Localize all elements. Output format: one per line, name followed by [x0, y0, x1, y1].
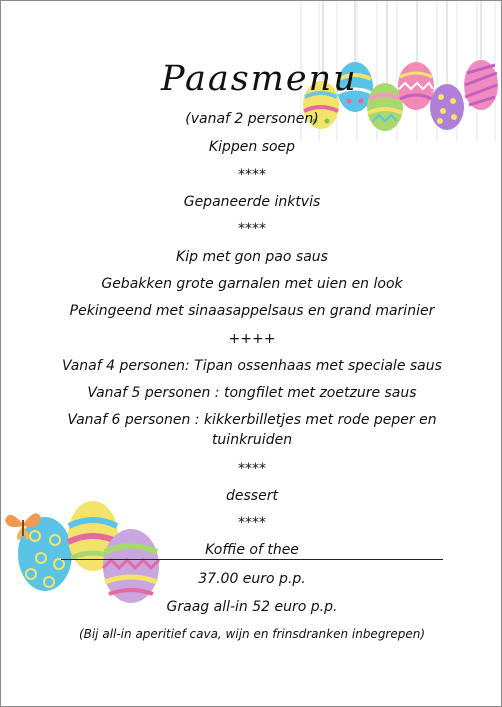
menu-line: Pekingeend met sinaasappelsaus en grand marinier	[69, 303, 435, 319]
menu-line: tuinkruiden	[211, 432, 293, 448]
menu-separator: ****	[238, 515, 266, 531]
footnote: (Bij all-in aperitief cava, wijn en frinsdranken inbegrepen)	[78, 627, 426, 641]
menu-line: Vanaf 6 personen : kikkerbilletjes met rode peper en	[67, 412, 437, 428]
menu-line: Vanaf 4 personen: Tipan ossenhaas met speciale saus	[62, 358, 442, 374]
menu-separator: ****	[238, 461, 266, 477]
menu-line: Kippen soep	[208, 139, 296, 155]
price-line: 37.00 euro p.p.	[198, 571, 306, 587]
menu-line: Kip met gon pao saus	[176, 249, 328, 265]
menu-line: Gebakken grote garnalen met uien en look	[101, 276, 403, 292]
menu-title: Paasmenu	[161, 59, 358, 99]
menu-separator: ****	[238, 167, 266, 183]
menu-separator: ++++	[228, 331, 276, 347]
price-line: Graag all-in 52 euro p.p.	[166, 599, 338, 615]
menu-line: dessert	[226, 488, 278, 504]
menu-line: Vanaf 5 personen : tongfilet met zoetzure saus	[87, 385, 417, 401]
menu-line: Koffie of thee	[205, 542, 299, 558]
menu-line: Gepaneerde inktvis	[183, 194, 321, 210]
divider-line	[61, 559, 443, 560]
menu-line: (vanaf 2 personen)	[185, 111, 319, 127]
menu-separator: ****	[238, 221, 266, 237]
